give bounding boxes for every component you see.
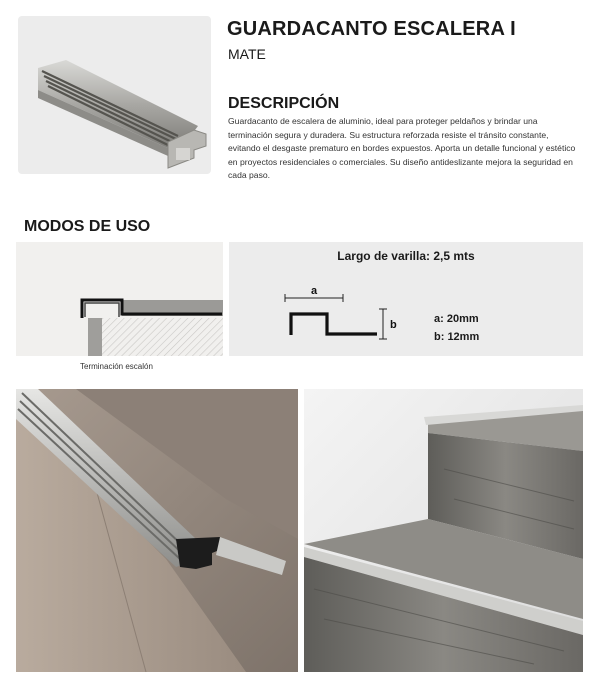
dim-b-label: b	[390, 319, 397, 331]
installed-closeup-photo	[16, 389, 298, 672]
product-title: GUARDACANTO ESCALERA I	[227, 18, 516, 40]
dim-a-value: a: 20mm	[434, 313, 479, 325]
product-photo	[18, 16, 211, 174]
usage-illustration	[16, 242, 223, 356]
usage-caption: Terminación escalón	[80, 362, 153, 371]
usage-heading: MODOS DE USO	[24, 218, 151, 235]
rod-length: Largo de varilla: 2,5 mts	[337, 249, 475, 263]
product-finish: MATE	[228, 46, 266, 62]
description-body: Guardacanto de escalera de aluminio, ideal para proteger peldaños y brindar una terminación segura y duradera. Su estructura reforzada resiste el tránsito constante, evitando el desgaste prematuro en bordes expuestos. Aporta un detalle funcional y estético en proyectos residenciales o comerciales. Su diseño antideslizante mejora la seguridad en cada paso.	[228, 116, 576, 181]
dim-a-label: a	[311, 285, 318, 297]
spec-panel	[229, 242, 583, 356]
dim-b-value: b: 12mm	[434, 331, 480, 343]
profile-diagram	[229, 242, 583, 356]
staircase-photo	[304, 389, 583, 672]
description-heading: DESCRIPCIÓN	[228, 95, 340, 112]
